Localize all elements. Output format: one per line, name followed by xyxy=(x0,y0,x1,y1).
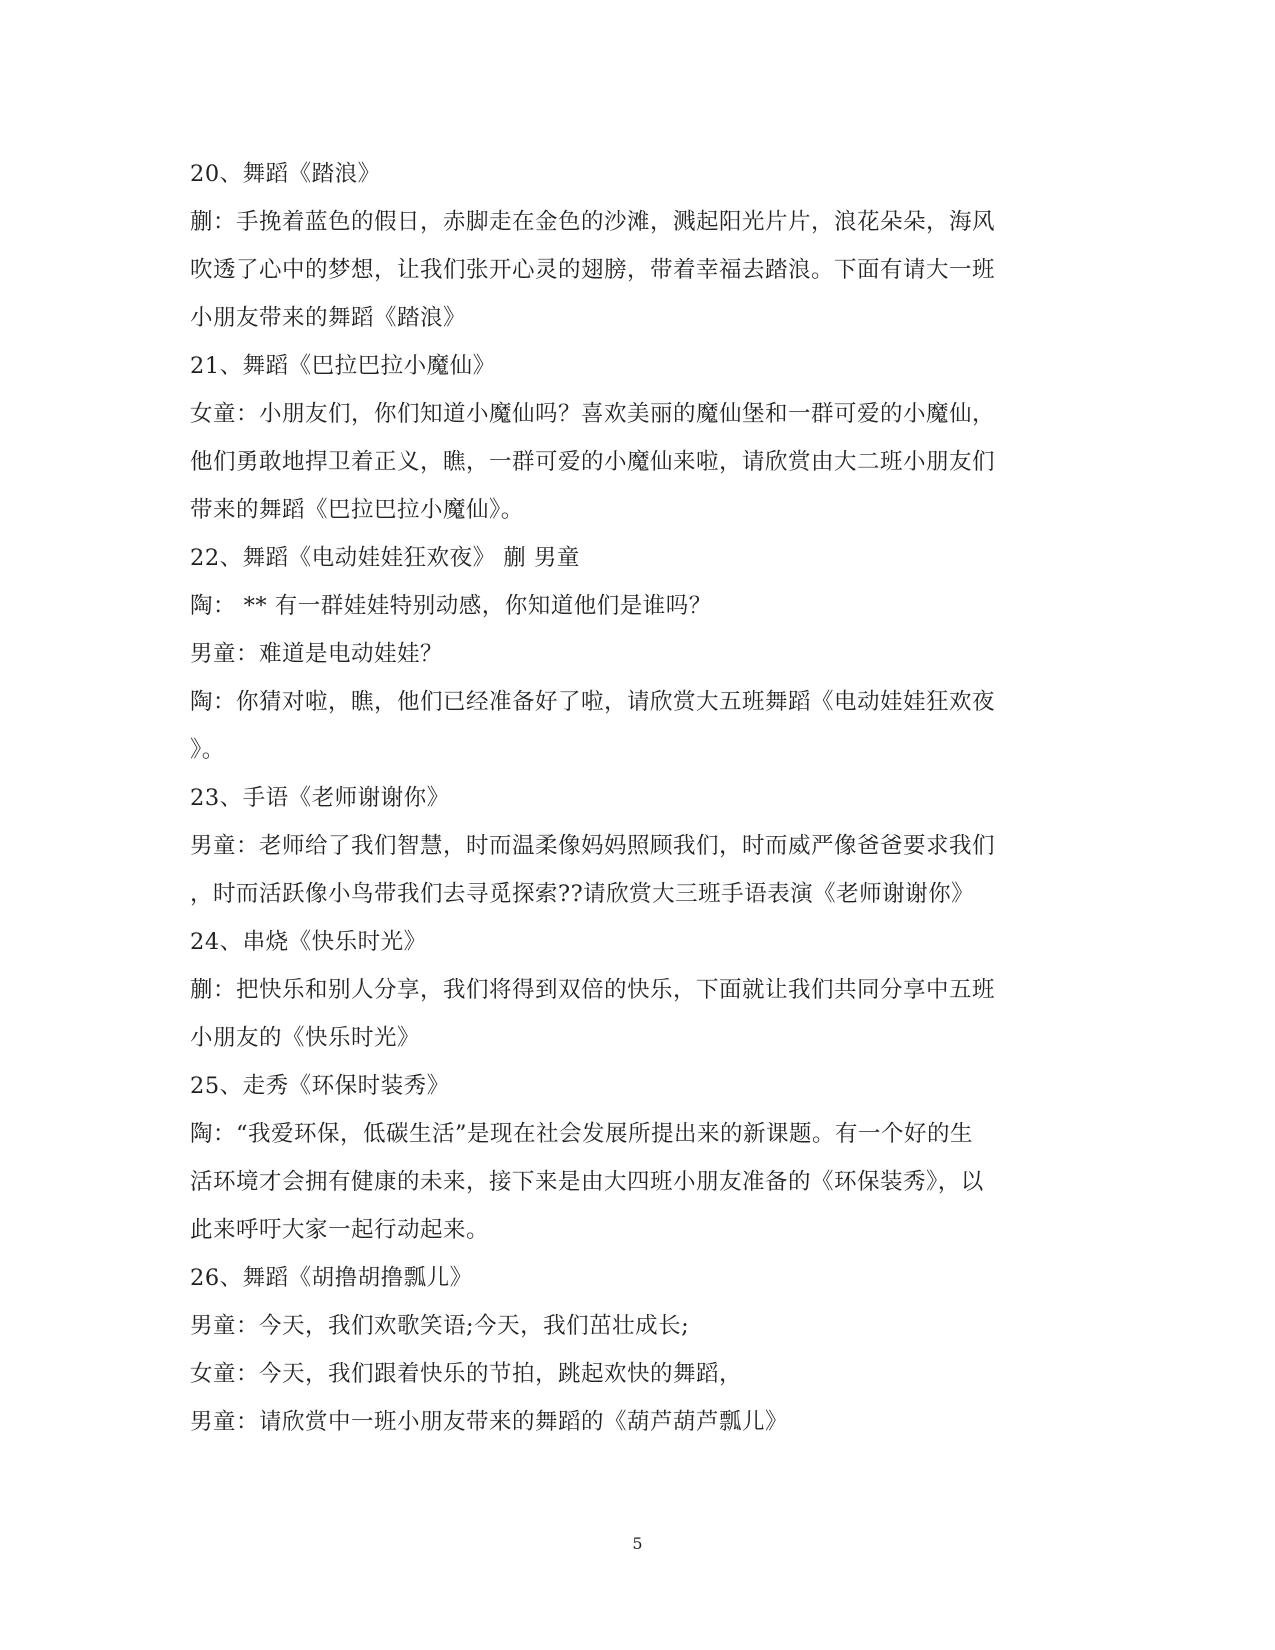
paragraph-line: 蒯：手挽着蓝色的假日，赤脚走在金色的沙滩，溅起阳光片片，浪花朵朵，海风 xyxy=(190,209,996,235)
heading-item-21: 21、舞蹈《巴拉巴拉小魔仙》 xyxy=(190,353,496,379)
heading-item-26: 26、舞蹈《胡撸胡撸瓢儿》 xyxy=(190,1265,473,1291)
paragraph-line: 带来的舞蹈《巴拉巴拉小魔仙》。 xyxy=(190,497,524,523)
paragraph-line: 此来呼吁大家一起行动起来。 xyxy=(190,1217,490,1243)
heading-item-23: 23、手语《老师谢谢你》 xyxy=(190,785,450,811)
document-body xyxy=(190,150,1070,1446)
paragraph-line: 他们勇敢地捍卫着正义，瞧，一群可爱的小魔仙来啦，请欣赏由大二班小朋友们 xyxy=(190,449,996,475)
paragraph-line: 陶：“我爱环保，低碳生活”是现在社会发展所提出来的新课题。有一个好的生 xyxy=(190,1121,974,1147)
paragraph-line: 男童：请欣赏中一班小朋友带来的舞蹈的《葫芦葫芦瓢儿》 xyxy=(190,1409,789,1435)
paragraph-line: 男童：老师给了我们智慧，时而温柔像妈妈照顾我们，时而威严像爸爸要求我们 xyxy=(190,833,996,859)
heading-item-25: 25、走秀《环保时装秀》 xyxy=(190,1073,450,1099)
paragraph-line: 男童：今天，我们欢歌笑语;今天，我们茁壮成长; xyxy=(190,1313,690,1339)
page-number: 5 xyxy=(632,1534,643,1553)
paragraph-line: 小朋友的《快乐时光》 xyxy=(190,1025,421,1051)
heading-item-22: 22、舞蹈《电动娃娃狂欢夜》 蒯 男童 xyxy=(190,545,580,571)
paragraph-line: 女童：今天，我们跟着快乐的节拍，跳起欢快的舞蹈， xyxy=(190,1361,743,1387)
paragraph-line: 活环境才会拥有健康的未来，接下来是由大四班小朋友准备的《环保装秀》，以 xyxy=(190,1169,984,1195)
heading-item-24: 24、串烧《快乐时光》 xyxy=(190,929,427,955)
paragraph-line: 》。 xyxy=(190,737,225,763)
heading-item-20: 20、舞蹈《踏浪》 xyxy=(190,161,381,187)
paragraph-line: 男童：难道是电动娃娃？ xyxy=(190,641,444,667)
paragraph-line: 小朋友带来的舞蹈《踏浪》 xyxy=(190,305,467,331)
paragraph-line: 陶： ** 有一群娃娃特别动感，你知道他们是谁吗？ xyxy=(190,593,712,619)
paragraph-line: 蒯：把快乐和别人分享，我们将得到双倍的快乐，下面就让我们共同分享中五班 xyxy=(190,977,996,1003)
paragraph-line: 女童：小朋友们，你们知道小魔仙吗？喜欢美丽的魔仙堡和一群可爱的小魔仙， xyxy=(190,401,996,427)
paragraph-line: ，时而活跃像小鸟带我们去寻觅探索??请欣赏大三班手语表演《老师谢谢你》 xyxy=(190,881,975,907)
paragraph-line: 陶：你猜对啦，瞧，他们已经准备好了啦，请欣赏大五班舞蹈《电动娃娃狂欢夜 xyxy=(190,689,996,715)
paragraph-line: 吹透了心中的梦想，让我们张开心灵的翅膀，带着幸福去踏浪。下面有请大一班 xyxy=(190,257,996,283)
